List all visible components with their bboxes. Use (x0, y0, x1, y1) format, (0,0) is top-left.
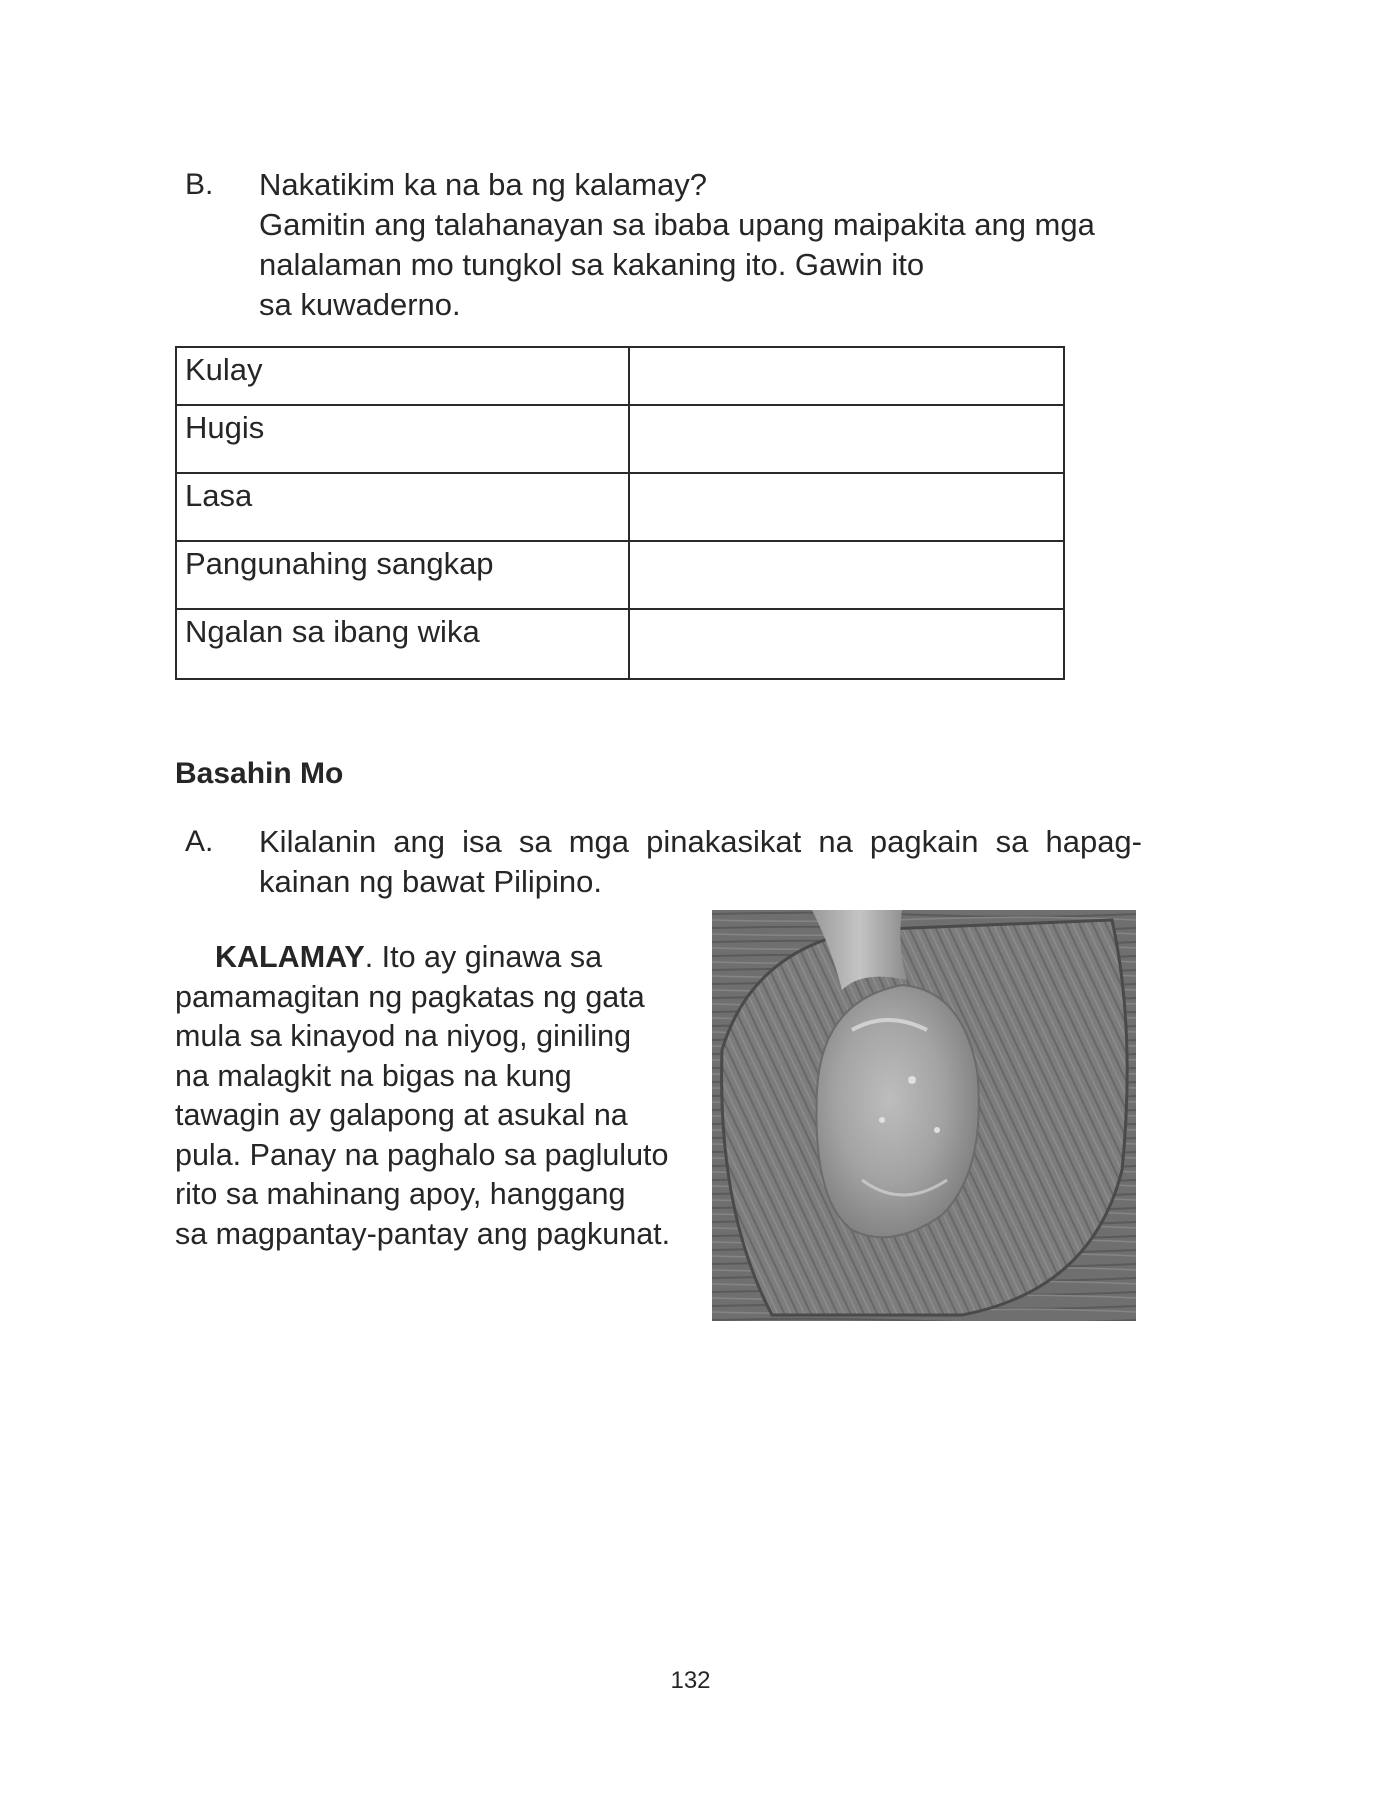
kalamay-photo (712, 910, 1136, 1321)
page-number: 132 (670, 1667, 711, 1694)
section-b-line: nalalaman mo tungkol sa kakaning ito. Gawin ito (259, 247, 925, 282)
row-value (629, 347, 1064, 405)
section-a-line: Kilalanin ang isa sa mga pinakasikat na pagkain sa hapag- (259, 824, 1142, 859)
table-row (176, 609, 1064, 679)
paragraph-line: pamamagitan ng pagkatas ng gata (175, 979, 645, 1014)
section-a-line: kainan ng bawat Pilipino. (259, 864, 602, 899)
table-row (176, 473, 1064, 541)
row-label: Lasa (176, 473, 629, 541)
section-heading: Basahin Mo (175, 757, 344, 790)
row-value (629, 473, 1064, 541)
row-label: Ngalan sa ibang wika (176, 609, 629, 679)
paragraph-line (175, 938, 705, 978)
row-value (629, 541, 1064, 609)
row-value (629, 405, 1064, 473)
table-row (176, 541, 1064, 609)
kalamay-term: KALAMAY (215, 940, 365, 974)
paragraph-line: mula sa kinayod na niyog, giniling (175, 1019, 632, 1053)
section-a-label: A. (185, 825, 214, 858)
section-b-label: B. (185, 168, 214, 201)
paragraph-line: rito sa mahinang apoy, hanggang (175, 1177, 626, 1211)
paragraph-line-text: . Ito ay ginawa sa (364, 940, 603, 974)
paragraph-line: pula. Panay na paghalo sa pagluluto (175, 1137, 669, 1172)
kalamay-blob (816, 985, 978, 1237)
section-a-text (259, 822, 1142, 902)
section-b-text (259, 165, 1095, 325)
section-b-line: Gamitin ang talahanayan sa ibaba upang maipakita ang mga (259, 207, 1095, 242)
row-value (629, 609, 1064, 679)
paragraph-line: na malagkit na bigas na kung (175, 1058, 572, 1093)
table-row (176, 405, 1064, 473)
section-b-line: sa kuwaderno. (259, 287, 461, 322)
row-label: Kulay (176, 347, 629, 405)
section-b-line: Nakatikim ka na ba ng kalamay? (259, 167, 708, 202)
paragraph-line: sa magpantay-pantay ang pagkunat. (175, 1216, 671, 1251)
row-label: Hugis (176, 405, 629, 473)
kalamay-info-table (175, 346, 1065, 680)
paragraph-line: tawagin ay galapong at asukal na (175, 1098, 628, 1132)
kalamay-paragraph (175, 938, 705, 1254)
row-label: Pangunahing sangkap (176, 541, 629, 609)
table-row (176, 347, 1064, 405)
